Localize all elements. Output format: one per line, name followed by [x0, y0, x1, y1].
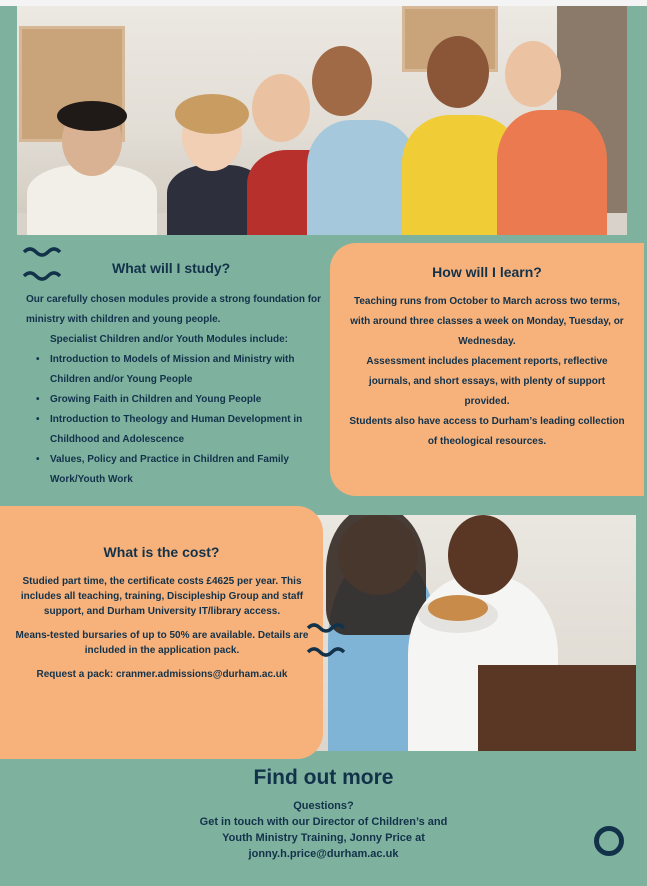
child-3-head — [252, 74, 310, 142]
child-5-head — [427, 36, 489, 108]
module-item: • Introduction to Models of Mission and Ministry with Children and/or Young People — [36, 350, 326, 390]
person-2-head — [448, 515, 518, 595]
child-2-hair — [175, 94, 249, 134]
person-2-legs — [478, 665, 636, 751]
module-item: • Introduction to Theology and Human Development in Childhood and Adolescence — [36, 410, 326, 450]
learn-title: How will I learn? — [432, 264, 542, 280]
women-eating-photo — [308, 515, 636, 751]
find-out-line: Youth Ministry Training, Jonny Price at — [222, 832, 425, 844]
find-out-line: Get in touch with our Director of Children’s and — [199, 816, 448, 828]
child-1-hair — [57, 101, 127, 131]
study-section — [20, 243, 320, 498]
cost-section — [0, 506, 323, 759]
cost-paragraph: Studied part time, the certificate costs £4625 per year. This includes all teaching, training, Discipleship Group and staff support, and Durham University IT/library access. — [20, 576, 304, 617]
child-4 — [307, 120, 417, 235]
find-out-title: Find out more — [253, 766, 394, 789]
study-body — [26, 290, 326, 490]
person-1-hair — [326, 515, 426, 635]
learn-section — [330, 243, 644, 496]
study-intro: Our carefully chosen modules provide a strong foundation for ministry with children and young people. — [26, 294, 322, 325]
module-item: • Values, Policy and Practice in Children and Family Work/Youth Work — [36, 450, 326, 490]
learn-body — [348, 292, 626, 452]
circle-logo-icon — [594, 826, 624, 856]
burgers — [428, 595, 488, 621]
cost-request-link[interactable]: Request a pack: cranmer.admissions@durham.ac.uk — [36, 669, 288, 680]
learn-paragraph: Teaching runs from October to March across two terms, with around three classes a week on Monday, Tuesday, or Wednesday. — [350, 296, 624, 347]
cost-body — [12, 574, 312, 691]
contact-email-link[interactable]: jonny.h.price@durham.ac.uk — [248, 848, 399, 860]
study-title: What will I study? — [112, 260, 231, 276]
child-6-head — [505, 41, 561, 107]
find-out-line: Questions? — [293, 800, 354, 812]
child-6 — [497, 110, 607, 235]
cost-title: What is the cost? — [103, 544, 220, 560]
learn-paragraph: Students also have access to Durham’s leading collection of theological resources. — [349, 416, 625, 447]
learn-paragraph: Assessment includes placement reports, reflective journals, and short essays, with plenty of support provided. — [366, 356, 608, 407]
cost-paragraph: Means-tested bursaries of up to 50% are available. Details are included in the application pack. — [15, 630, 309, 656]
module-list — [26, 350, 326, 490]
find-out-body — [0, 798, 647, 862]
wave-decoration-icon — [306, 622, 350, 663]
children-photo — [17, 6, 627, 235]
module-item: • Growing Faith in Children and Young People — [36, 390, 326, 410]
find-out-more-section — [0, 760, 647, 886]
study-list-intro: Specialist Children and/or Youth Modules include: — [50, 334, 288, 345]
child-4-head — [312, 46, 372, 116]
